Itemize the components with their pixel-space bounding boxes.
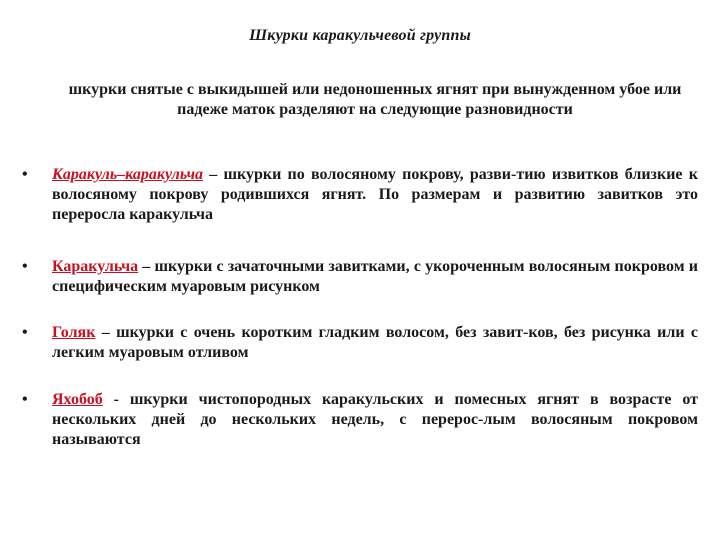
term-karakul-karakulcha: Каракуль–каракульча [52, 166, 203, 183]
bullet-dot: • [22, 258, 28, 275]
term-yakhobob: Яхобоб [52, 391, 103, 408]
term-definition: – шкурки по волосяному покрову, разви-тию извитков близкие к волосяному покрову родившихся ягнят. По размерам и развитию завитков это переросла каракульча [52, 166, 698, 223]
slide-title: Шкурки каракульчевой группы [249, 27, 471, 44]
term-definition: – шкурки с очень коротким гладким волосом, без завит-ков, без рисунка или с легким муаровым отливом [52, 324, 698, 361]
list-item [22, 323, 698, 363]
bullet-dot: • [22, 166, 28, 183]
list-item [22, 165, 698, 225]
list-item-body [52, 257, 698, 297]
list-item-body [52, 323, 698, 363]
bullet-dot: • [22, 391, 28, 408]
intro-paragraph: шкурки снятые с выкидышей или недоношенных ягнят при вынужденном убое или падеже маток разделяют на следующие разновидности [68, 81, 682, 118]
list-item [22, 390, 698, 450]
term-definition: – шкурки с зачаточными завитками, с укороченным волосяным покровом и специфическим муаровым рисунком [52, 258, 698, 295]
term-definition: - шкурки чистопородных каракульских и помесных ягнят в возрасте от нескольких дней до нескольких недель, с перерос-лым волосяным покровом называются [52, 391, 698, 448]
list-item [22, 257, 698, 297]
bullet-dot: • [22, 324, 28, 341]
list-item-body [52, 390, 698, 450]
term-golyak: Голяк [52, 324, 96, 341]
list-item-body [52, 165, 698, 225]
term-karakulcha: Каракульча [52, 258, 139, 275]
